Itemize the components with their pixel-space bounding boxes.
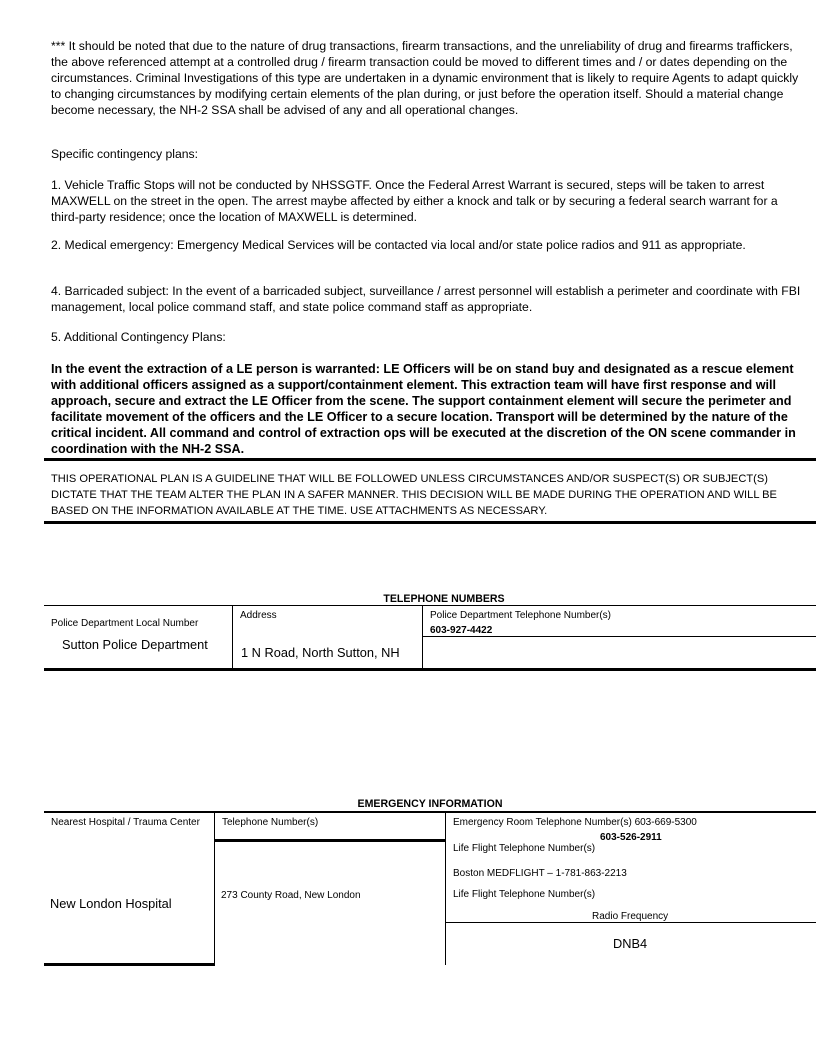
er-phone-value: 603-526-2911 bbox=[600, 832, 662, 843]
telephone-phone-rule bbox=[422, 636, 816, 637]
hospital-address: 273 County Road, New London bbox=[221, 890, 361, 901]
nearest-hospital-label: Nearest Hospital / Trauma Center bbox=[51, 817, 200, 828]
police-phone-value: 603-927-4422 bbox=[430, 625, 493, 636]
police-local-number-label: Police Department Local Number bbox=[51, 618, 199, 629]
telephone-bottom-rule bbox=[44, 668, 816, 671]
contingency-heading: Specific contingency plans: bbox=[51, 147, 199, 161]
er-phone-label: Emergency Room Telephone Number(s) 603-669-5300 bbox=[453, 817, 697, 828]
police-phone-label: Police Department Telephone Number(s) bbox=[430, 610, 612, 621]
emergency-phone-rule bbox=[214, 839, 445, 842]
emergency-top-rule bbox=[44, 811, 816, 813]
contingency-item-4: 4. Barricaded subject: In the event of a barricaded subject, surveillance / arrest personnel will establish a perimeter and coordinate with FBI management, local police command staff, and state police command staff as appropriate. bbox=[51, 284, 801, 314]
extraction-paragraph: In the event the extraction of a LE person is warranted: LE Officers will be on stand buy and designated as a rescue element with additional officers assigned as a support/containment element. This extraction team will have first response and will approach, secure and extract the LE Officer from the scene. The support containment element will secure the perimeter and facilitate movement of the officers and the LE Officer to a secure location. Transport will be determined by the nature of the critical incident. All command and control of extraction ops will be executed at the discretion of the ON scene commander in coordination with the NH-2 SSA. bbox=[51, 362, 796, 456]
contingency-item-2: 2. Medical emergency: Emergency Medical Services will be contacted via local and/or state police radios and 911 as appropriate. bbox=[51, 238, 746, 252]
emergency-divider-2 bbox=[445, 811, 446, 965]
emergency-radio-rule bbox=[445, 922, 816, 923]
radio-frequency-value: DNB4 bbox=[613, 936, 648, 951]
disclaimer-bottom-rule bbox=[44, 521, 816, 524]
emergency-divider-1 bbox=[214, 811, 215, 965]
radio-frequency-label: Radio Frequency bbox=[592, 911, 669, 922]
emergency-section-title: EMERGENCY INFORMATION bbox=[357, 798, 503, 810]
lifeflight-label: Life Flight Telephone Number(s) bbox=[453, 843, 596, 854]
hospital-name: New London Hospital bbox=[50, 896, 172, 911]
police-address-label: Address bbox=[240, 610, 277, 621]
lifeflight-label-2: Life Flight Telephone Number(s) bbox=[453, 889, 596, 900]
disclaimer-text: THIS OPERATIONAL PLAN IS A GUIDELINE THAT WILL BE FOLLOWED UNLESS CIRCUMSTANCES AND/OR SUSPECT(S) OR SUBJECT(S) DICTATE THAT THE TEAM ALTER THE PLAN IN A SAFER MANNER. THIS DECISION WILL BE MADE DURING THE OPERATION AND WILL BE BASED ON THE INFORMATION AVAILABLE AT THE TIME. USE ATTACHMENTS AS NECESSARY. bbox=[51, 473, 777, 517]
contingency-item-5: 5. Additional Contingency Plans: bbox=[51, 330, 226, 344]
hospital-phone-label: Telephone Number(s) bbox=[222, 817, 319, 828]
disclaimer-top-rule bbox=[44, 458, 816, 461]
contingency-item-1: 1. Vehicle Traffic Stops will not be conducted by NHSSGTF. Once the Federal Arrest Warrant is secured, steps will be taken to arrest MAXWELL on the street in the open. The arrest maybe affected by either a knock and talk or by securing a federal search warrant for a third-party residence; once the location of MAXWELL is determined. bbox=[51, 178, 778, 224]
emergency-bottom-rule bbox=[44, 963, 215, 966]
police-address-value: 1 N Road, North Sutton, NH bbox=[241, 645, 400, 660]
telephone-section-title: TELEPHONE NUMBERS bbox=[383, 593, 505, 605]
boston-medflight: Boston MEDFLIGHT – 1-781-863-2213 bbox=[453, 868, 627, 879]
police-department-name: Sutton Police Department bbox=[62, 637, 208, 652]
telephone-divider-1 bbox=[232, 605, 233, 668]
telephone-top-rule bbox=[44, 605, 816, 606]
intro-paragraph: *** It should be noted that due to the nature of drug transactions, firearm transactions, and the unreliability of drug and firearms traffickers, the above referenced attempt at a controlled drug / firearm transaction could be moved to different times and / or dates depending on the circumstances. Criminal Investigations of this type are undertaken in a dynamic environment that is likely to require Agents to adapt quickly to changing circumstances by modifying certain elements of the plan during, or just before the operation itself. Should a material change become necessary, the NH-2 SSA shall be advised of any and all operational changes. bbox=[51, 39, 799, 117]
